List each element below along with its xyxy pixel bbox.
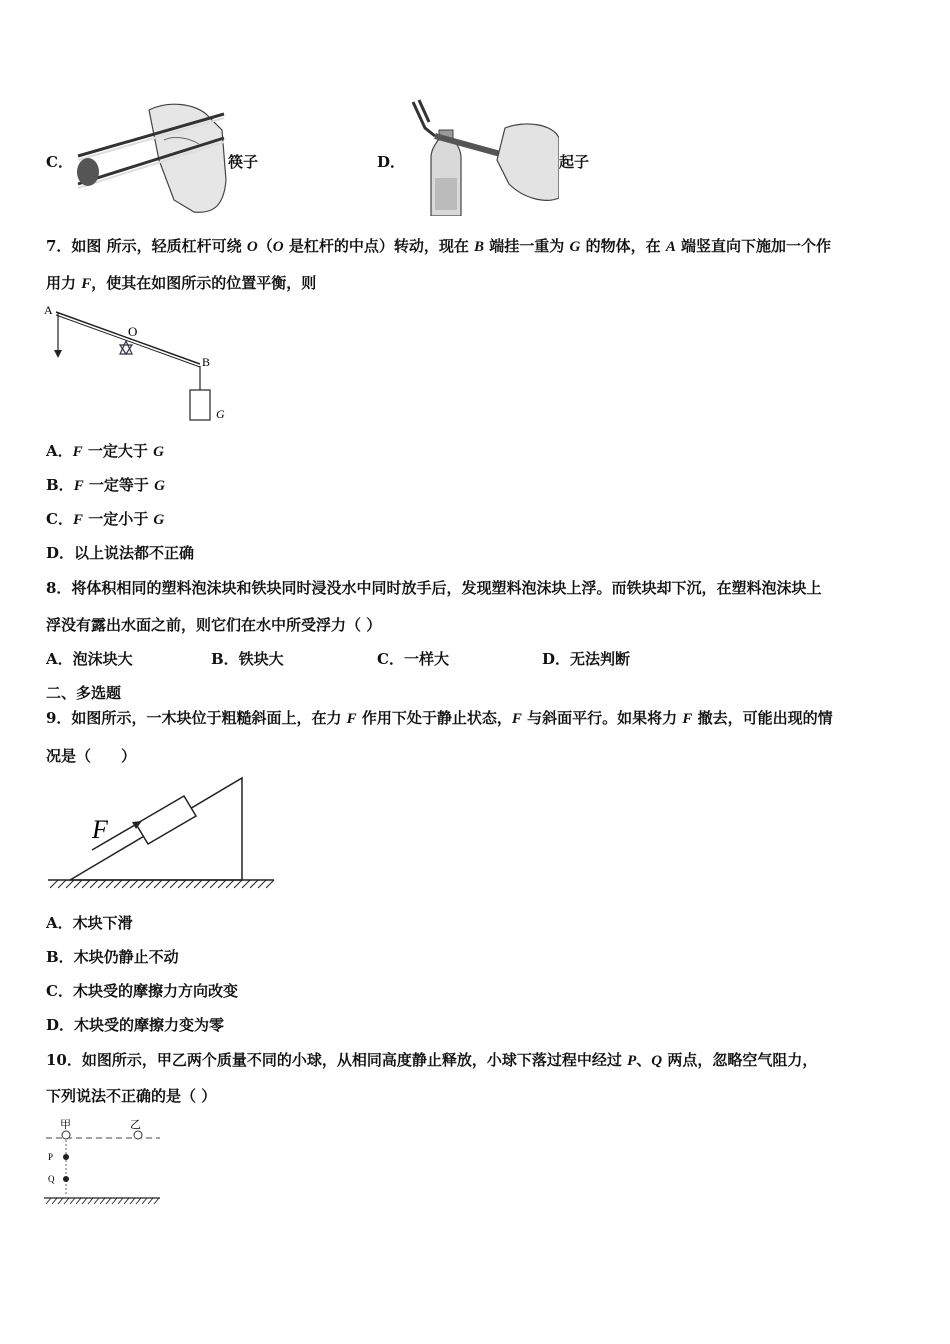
q7-option-a: A．F 一定大于 G	[46, 442, 164, 460]
wood-block	[136, 796, 196, 844]
bottle-opener-photo	[405, 98, 559, 216]
weight-block	[190, 390, 210, 420]
section-title: 二、多选题	[46, 684, 122, 702]
q7-line2: 用力 F，使其在如图所示的位置平衡，则	[46, 274, 317, 292]
label-f: F	[92, 815, 108, 844]
option-d-caption: 起子	[559, 153, 590, 171]
option-c-caption: 筷子	[228, 153, 259, 171]
label-q: Q	[48, 1174, 55, 1184]
ground-hatch	[50, 880, 274, 888]
q7-option-c: C．F 一定小于 G	[46, 510, 165, 528]
q8-line2: 浮没有露出水面之前，则它们在水中所受浮力（ ）	[46, 616, 382, 634]
ball-yi	[134, 1131, 142, 1139]
q7-option-d: D．以上说法都不正确	[46, 544, 195, 562]
q9-line2: 况是（ ）	[46, 747, 137, 765]
q9-line1: 9．如图所示，一木块位于粗糙斜面上，在力 F 作用下处于静止状态，F 与斜面平行。如果将力 F 撤去，可能出现的情	[46, 709, 833, 727]
q9-option-b: B．木块仍静止不动	[46, 948, 179, 966]
q8-line1: 8．将体积相同的塑料泡沫块和铁块同时浸没水中同时放手后，发现塑料泡沫块上浮。而铁块却下沉，在塑料泡沫块上	[46, 579, 822, 597]
label-g: G	[216, 407, 225, 421]
option-d-letter: D．	[377, 153, 406, 171]
q10-line2: 下列说法不正确的是（ ）	[46, 1087, 217, 1105]
chopsticks-hand-photo	[74, 100, 230, 216]
q9-option-d: D．木块受的摩擦力变为零	[46, 1016, 225, 1034]
floor-hatch	[46, 1198, 159, 1204]
point-q	[63, 1176, 69, 1182]
q10-line1: 10．如图所示，甲乙两个质量不同的小球，从相同高度静止释放，小球下落过程中经过 P、Q 两点，忽略空气阻力，	[46, 1051, 818, 1069]
q8-option-b: B．铁块大	[211, 650, 284, 668]
label-yi: 乙	[130, 1118, 141, 1131]
option-c-letter: C．	[46, 153, 73, 171]
falling-balls-diagram	[42, 1114, 166, 1210]
q9-option-c: C．木块受的摩擦力方向改变	[46, 982, 238, 1000]
label-o: O	[128, 324, 138, 339]
label-jia: 甲	[60, 1118, 71, 1131]
q8-option-c: C．一样大	[377, 650, 449, 668]
label-p: P	[48, 1152, 54, 1162]
q8-option-d: D．无法判断	[542, 650, 631, 668]
point-p	[63, 1154, 69, 1160]
lever-diagram	[42, 300, 242, 428]
label-b: B	[202, 355, 211, 369]
label-a: A	[44, 303, 53, 317]
incline-diagram	[44, 774, 278, 894]
q7-line1: 7．如图 所示，轻质杠杆可绕 O（O 是杠杆的中点）转动，现在 B 端挂一重为 G 的物体，在 A 端竖直向下施加一个作	[46, 237, 832, 255]
q9-option-a: A．木块下滑	[46, 914, 133, 932]
q8-option-a: A．泡沫块大	[46, 650, 133, 668]
ball-jia	[62, 1131, 70, 1139]
q7-option-b: B．F 一定等于 G	[46, 476, 165, 494]
